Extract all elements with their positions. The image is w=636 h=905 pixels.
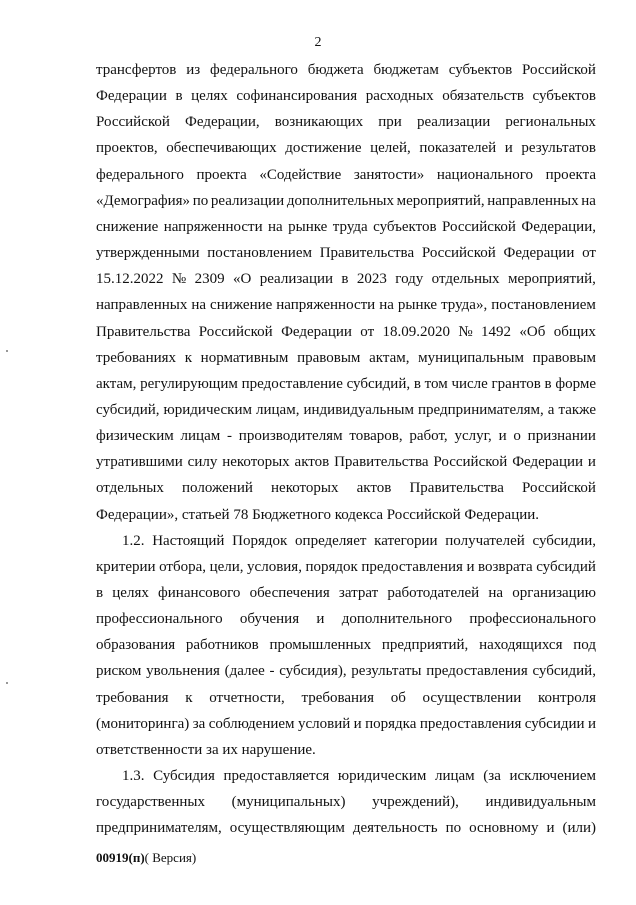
text-line: требования к отчетности, требования об осуществлении контроля	[96, 689, 596, 706]
text-line: утратившими силу некоторых актов Правительства Российской Федерации и	[96, 454, 596, 471]
page-number: 2	[314, 35, 322, 50]
text-line: утвержденными постановлением Правительства Российской Федерации от	[96, 245, 596, 261]
text-line: федерального проекта «Содействие занятости» национального проекта	[96, 166, 596, 183]
text-line: субсидий, юридическим лицам, индивидуальным предпринимателям, а также	[96, 401, 596, 418]
text-line: профессионального обучения и дополнительного профессионального	[96, 611, 596, 628]
text-line: критерии отбора, цели, условия, порядок предоставления и возврата субсидий	[96, 558, 596, 575]
text-line: ответственности за их нарушение.	[96, 741, 316, 758]
document-version: ( Версия)	[144, 850, 197, 865]
text-line: Правительства Российской Федерации от 18.09.2020 № 1492 «Об общих	[96, 323, 596, 340]
text-line: физическим лицам - производителям товаров, работ, услуг, и о признании	[96, 428, 596, 445]
text-line: трансфертов из федерального бюджета бюджетам субъектов Российской	[96, 62, 596, 78]
text-line: предпринимателям, осуществляющим деятельность по основному и (или)	[96, 820, 596, 837]
text-line: Российской Федерации, возникающих при реализации региональных	[96, 114, 596, 131]
text-line: в целях финансового обеспечения затрат работодателей на организацию	[96, 585, 596, 601]
document-footer	[96, 850, 196, 866]
text-line: (мониторинга) за соблюдением условий и порядка предоставления субсидии и	[96, 715, 596, 732]
text-line: направленных на снижение напряженности на рынке труда», постановлением	[96, 297, 596, 314]
text-line: отдельных положений некоторых актов Правительства Российской	[96, 480, 596, 497]
text-line: 1.3. Субсидия предоставляется юридическим лицам (за исключением	[122, 768, 596, 784]
text-line: 15.12.2022 № 2309 «О реализации в 2023 году отдельных мероприятий,	[96, 271, 596, 288]
text-line: «Демография» по реализации дополнительных мероприятий, направленных на	[96, 192, 596, 209]
text-line: требованиях к нормативным правовым актам, муниципальным правовым	[96, 349, 596, 366]
text-line: риском увольнения (далее - субсидия), результаты предоставления субсидий,	[96, 663, 596, 680]
text-line: Федерации в целях софинансирования расходных обязательств субъектов	[96, 88, 596, 105]
document-code: 00919(п)	[96, 850, 145, 865]
text-line: 1.2. Настоящий Порядок определяет категории получателей субсидии,	[122, 532, 596, 549]
margin-mark	[6, 682, 8, 684]
text-line: проектов, обеспечивающих достижение целей, показателей и результатов	[96, 140, 596, 157]
text-line: снижение напряженности на рынке труда субъектов Российской Федерации,	[96, 218, 596, 235]
text-line: актам, регулирующим предоставление субсидий, в том числе грантов в форме	[96, 375, 596, 392]
text-line: Федерации», статьей 78 Бюджетного кодекса Российской Федерации.	[96, 506, 540, 523]
margin-mark	[6, 350, 8, 352]
text-line: государственных (муниципальных) учреждений), индивидуальным	[96, 794, 596, 811]
text-line: образования работников промышленных предприятий, находящихся под	[96, 637, 596, 654]
